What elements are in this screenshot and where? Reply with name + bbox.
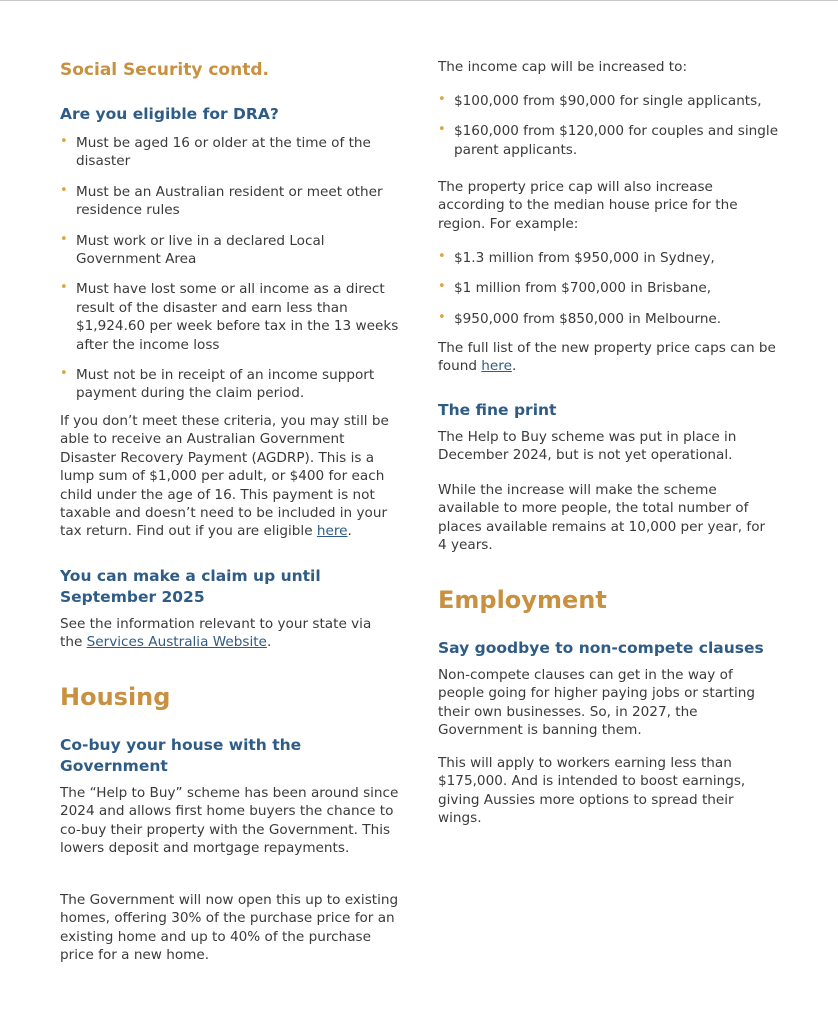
list-item: • Must not be in receipt of an income support payment during the claim period.	[60, 366, 400, 403]
cobuy-paragraph-2: The Government will now open this up to existing homes, offering 30% of the purchase price for an existing home and up to 40% of the purchase price for a new home.	[60, 892, 399, 964]
top-rule	[0, 0, 838, 1]
claim-text: See the information relevant to your state via the	[60, 616, 372, 651]
list-item: • $950,000 from $850,000 in Melbourne.	[438, 310, 783, 328]
price-caps-link[interactable]: here	[481, 358, 512, 375]
list-item: • $1 million from $700,000 in Brisbane,	[438, 279, 783, 297]
claim-paragraph	[60, 615, 390, 652]
cobuy-paragraph-1: The “Help to Buy” scheme has been around since 2024 and allows first home buyers the chance to co-buy their property with the Government. This lowers deposit and mortgage repayments.	[60, 785, 399, 857]
list-item: • $160,000 from $120,000 for couples and single parent applicants.	[438, 122, 783, 159]
section-title-housing: Housing	[60, 683, 171, 711]
fine-print-heading: The fine print	[438, 401, 557, 419]
fine-print-paragraph-1: The Help to Buy scheme was put in place in December 2024, but is not yet operational.	[438, 429, 737, 464]
agdrp-eligibility-link[interactable]: here	[316, 523, 348, 540]
agdrp-text: If you don’t meet these criteria, you may still be able to receive an Australian Government Disaster Recovery Payment (AGDRP). This is a lump sum of $1,000 per adult, or $400 for each child under the age of 16. This payment is not taxable and doesn’t need to be included in your tax return. Find out if you are eligible	[60, 413, 389, 540]
property-intro: The property price cap will also increase according to the median house price for the region. For example:	[438, 179, 738, 232]
fine-print-paragraph-2: While the increase will make the scheme available to more people, the total number of places available remains at 10,000 per year, for 4 years.	[438, 482, 766, 554]
claim-end: .	[266, 634, 272, 651]
full-list-end: .	[511, 358, 517, 375]
list-item: • Must be aged 16 or older at the time of the disaster	[60, 134, 400, 171]
income-cap-intro: The income cap will be increased to:	[438, 59, 688, 75]
list-item: • Must be an Australian resident or meet other residence rules	[60, 183, 400, 220]
property-cap-list	[438, 249, 783, 328]
list-item: • $100,000 from $90,000 for single applicants,	[438, 92, 783, 110]
full-list-paragraph	[438, 339, 783, 376]
dra-criteria-list	[60, 134, 400, 403]
dra-heading: Are you eligible for DRA?	[60, 105, 279, 123]
noncompete-paragraph-1: Non-compete clauses can get in the way of people going for higher paying jobs or starting their own businesses. So, in 2027, the Government is banning them.	[438, 667, 755, 739]
section-title-social-security: Social Security contd.	[60, 60, 269, 80]
income-cap-list	[438, 92, 783, 159]
claim-heading: You can make a claim up until September 2025	[60, 567, 321, 606]
agdrp-paragraph	[60, 412, 400, 541]
noncompete-paragraph-2: This will apply to workers earning less than $175,000. And is intended to boost earnings, giving Aussies more options to spread their wings.	[438, 755, 746, 827]
noncompete-heading: Say goodbye to non-compete clauses	[438, 639, 764, 657]
full-list-text: The full list of the new property price caps can be found	[438, 340, 776, 375]
agdrp-end: .	[347, 523, 352, 540]
list-item: • Must have lost some or all income as a direct result of the disaster and earn less than $1,924.60 per week before tax in the 13 weeks after the income loss	[60, 280, 400, 354]
section-title-employment: Employment	[438, 586, 607, 614]
services-australia-link[interactable]: Services Australia Website	[86, 634, 267, 651]
cobuy-heading: Co-buy your house with the Government	[60, 736, 302, 775]
list-item: • Must work or live in a declared Local Government Area	[60, 232, 400, 269]
list-item: • $1.3 million from $950,000 in Sydney,	[438, 249, 783, 267]
